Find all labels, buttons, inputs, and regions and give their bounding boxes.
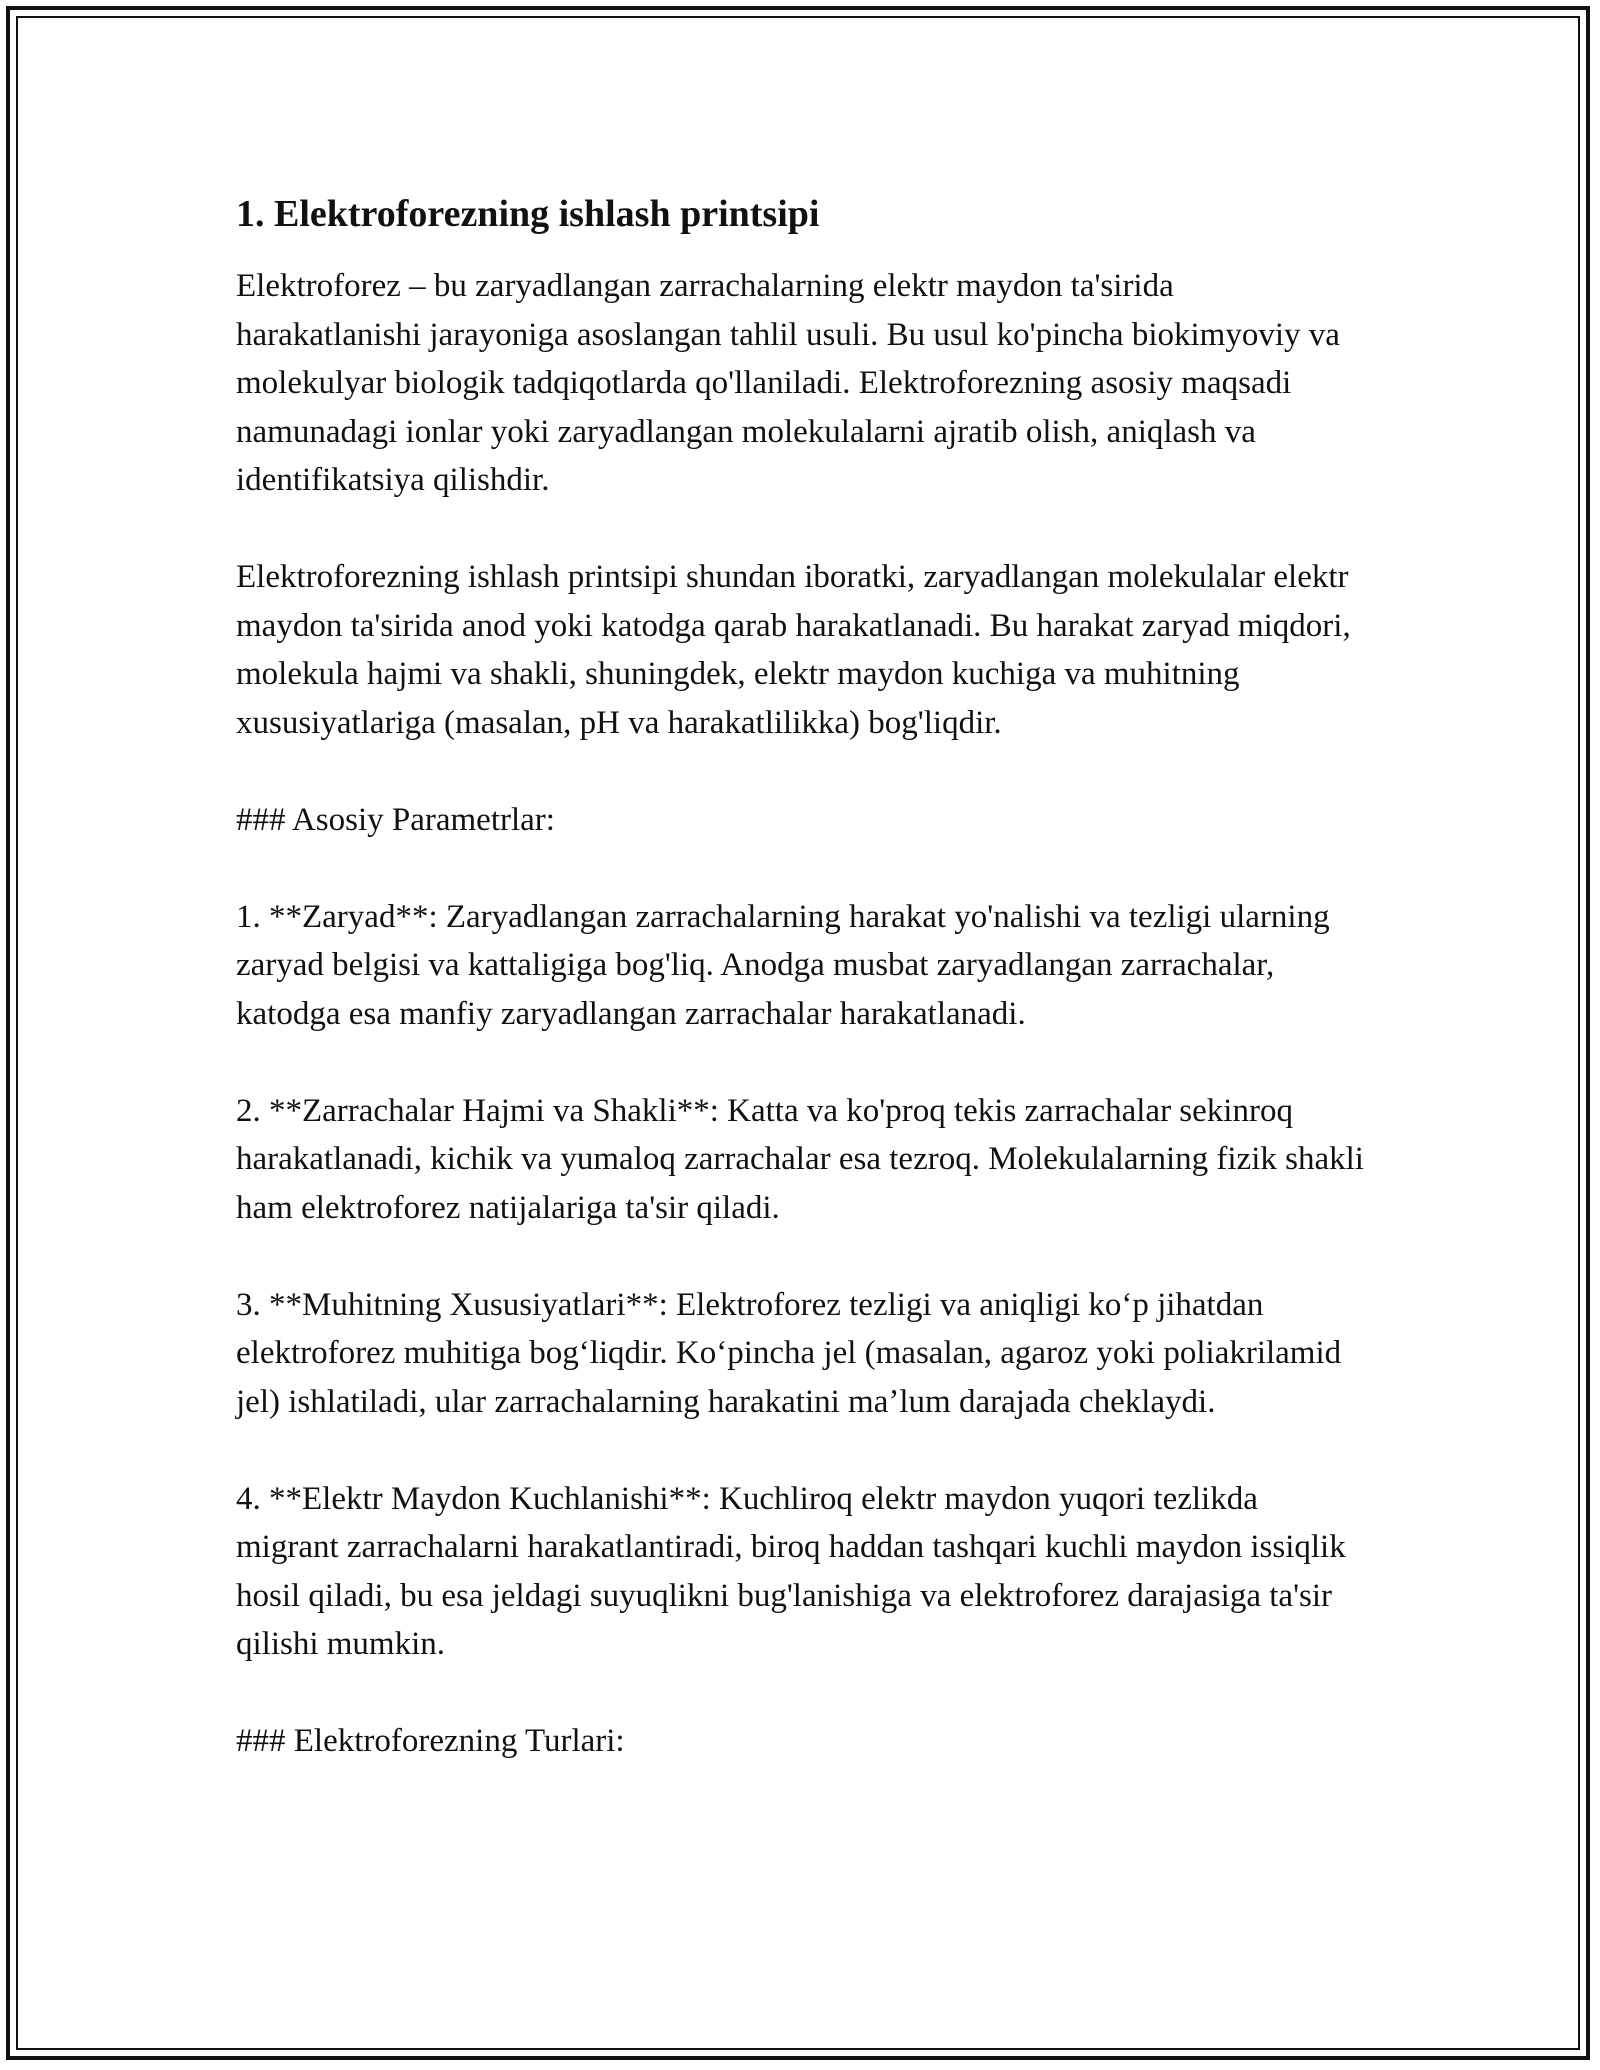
paragraph-principle: Elektroforezning ishlash printsipi shundan iboratki, zaryadlangan molekulalar elektr maydon ta'sirida anod yoki katodga qarab harakatlanadi. Bu harakat zaryad miqdori, molekula hajmi va shakli, shuningdek, elektr maydon kuchiga va muhitning xususiyatlariga (masalan, pH va harakatlilikka) bog'liqdir. [236, 559, 1351, 741]
section-heading-parameters: ### Asosiy Parametrlar: [236, 801, 555, 838]
document-title: 1. Elektroforezning ishlash printsipi [236, 193, 820, 235]
section-heading-types: ### Elektroforezning Turlari: [236, 1723, 625, 1759]
paragraph-intro: Elektroforez – bu zaryadlangan zarrachalarning elektr maydon ta'sirida harakatlanishi jarayoniga asoslangan tahlil usuli. Bu usul ko'pincha biokimyoviy va molekulyar biologik tadqiqotlarda qo'llaniladi. Elektroforezning asosiy maqsadi namunadagi ionlar yoki zaryadlangan molekulalarni ajratib olish, aniqlash va identifikatsiya qilishdir. [236, 268, 1340, 498]
list-item-charge: 1. **Zaryad**: Zaryadlangan zarrachalarning harakat yo'nalishi va tezligi ularning zaryad belgisi va kattaligiga bog'liq. Anodga musbat zaryadlangan zarrachalar, katodga esa manfiy zaryadlangan zarrachalar harakatlanadi. [236, 898, 1330, 1032]
list-item-medium: 3. **Muhitning Xususiyatlari**: Elektroforez tezligi va aniqligi koʻp jihatdan elektroforez muhitiga bogʻliqdir. Koʻpincha jel (masalan, agaroz yoki poliakrilamid jel) ishlatiladi, ular zarrachalarning harakatini maʼlum darajada cheklaydi. [236, 1286, 1342, 1420]
list-item-voltage: 4. **Elektr Maydon Kuchlanishi**: Kuchliroq elektr maydon yuqori tezlikda migrant zarrachalarni harakatlantiradi, biroq haddan tashqari kuchli maydon issiqlik hosil qiladi, bu esa jeldagi suyuqlikni bug'lanishiga va elektroforez darajasiga ta'sir qilishi mumkin. [236, 1480, 1346, 1662]
list-item-size-shape: 2. **Zarrachalar Hajmi va Shakli**: Katta va ko'proq tekis zarrachalar sekinroq harakatlanadi, kichik va yumaloq zarrachalar esa tezroq. Molekulalarning fizik shakli ham elektroforez natijalariga ta'sir qiladi. [236, 1092, 1364, 1226]
document-body [236, 186, 1366, 1766]
